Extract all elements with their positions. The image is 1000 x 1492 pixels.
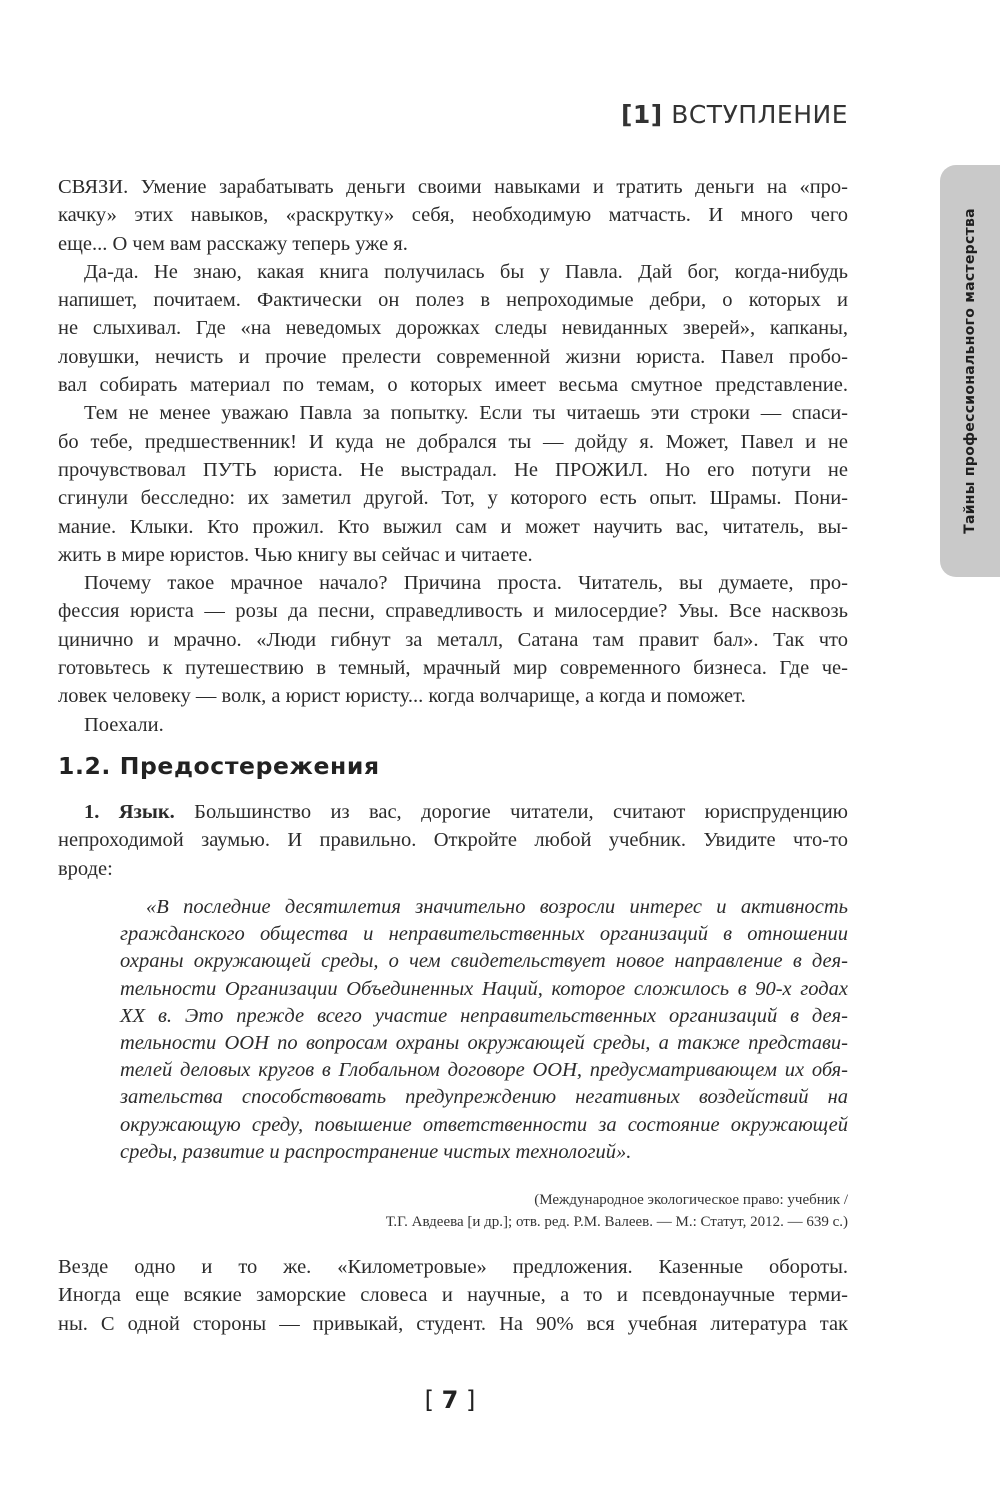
quote-line: зательства способствовать предупреждению негативных воздействий на <box>120 1086 848 1109</box>
running-head <box>621 100 848 129</box>
text-line: Почему такое мрачное начало? Причина проста. Читатель, вы думаете, про- <box>84 572 848 595</box>
chapter-title: ВСТУПЛЕНИЕ <box>671 100 848 129</box>
text-line: напишет, почитаем. Фактически он полез в непроходимые дебри, о которых и <box>58 289 848 312</box>
text-line: Иногда еще всякие заморские словеса и научные, а то и псевдонаучные терми- <box>58 1284 848 1307</box>
closing-text <box>58 1253 848 1338</box>
citation-line: Т.Г. Авдеева [и др.]; отв. ред. Р.М. Валеев. — М.: Статут, 2012. — 639 с.) <box>385 1214 848 1230</box>
quote-line: среды, развитие и распространение чистых технологий». <box>120 1140 632 1163</box>
text-fragment: Большинство из вас, дорогие читатели, считают юриспруденцию <box>174 801 848 823</box>
quote-line: охраны окружающей среды, о чем свидетельствует новое направление в дея- <box>120 950 848 973</box>
language-paragraph <box>58 798 848 883</box>
folio-bracket-close: ] <box>465 1386 476 1414</box>
text-line: ловек человеку — волк, а юрист юристу... когда волчарище, а когда и поможет. <box>58 685 746 708</box>
text-line: фессия юриста — розы да песни, справедливость и милосердие? Увы. Все насквозь <box>58 600 848 623</box>
quote-line: XX в. Это прежде всего участие неправительственных организаций в дея- <box>120 1004 848 1027</box>
page-number <box>0 1386 900 1414</box>
text-line: Да-да. Не знаю, какая книга получилась бы у Павла. Дай бог, когда-нибудь <box>84 260 848 283</box>
quote-line: «В последние десятилетия значительно возросли интерес и активность <box>146 896 848 918</box>
text-line: не слыхивал. Где «на неведомых дорожках следы невиданных зверей», капканы, <box>58 317 848 340</box>
quote-line: окружающую среду, повышение ответственности за состояние окружающей <box>120 1113 848 1136</box>
citation-line: (Международное экологическое право: учебник / <box>534 1192 848 1208</box>
section-heading: 1.2. Предостережения <box>58 752 380 780</box>
text-line: ны. С одной стороны — привыкай, студент. На 90% вся учебная литература так <box>58 1312 848 1335</box>
text-line: вал собирать материал по темам, о которых имеет весьма смутное представление. <box>58 374 848 397</box>
folio-number: 7 <box>441 1386 459 1414</box>
text-line: Везде одно и то же. «Километровые» предложения. Казенные обороты. <box>58 1256 848 1278</box>
text-line <box>58 798 848 826</box>
quote-line: гражданского общества и неправительственных организаций в отношении <box>120 923 848 946</box>
text-line: мание. Клыки. Кто прожил. Кто выжил сам и может научить вас, читатель, вы- <box>58 515 848 538</box>
text-line: качку» этих навыков, «раскрутку» себя, необходимую матчасть. И много чего <box>58 204 848 227</box>
intro-text <box>58 173 848 739</box>
text-line: еще... О чем вам расскажу теперь уже я. <box>58 232 408 255</box>
text-line: Тем не менее уважаю Павла за попытку. Если ты читаешь эти строки — спаси- <box>84 402 848 425</box>
text-line: непроходимой заумью. И правильно. Откройте любой учебник. Увидите что-то <box>58 829 848 852</box>
text-line: прочувствовал ПУТЬ юриста. Не выстрадал. Не ПРОЖИЛ. Но его потуги не <box>58 458 848 481</box>
text-line: СВЯЗИ. Умение зарабатывать деньги своими навыками и тратить деньги на «про- <box>58 176 848 198</box>
chapter-number: [1] <box>620 100 663 129</box>
quote-citation <box>386 1189 848 1233</box>
text-line: бо тебе, предшественник! И куда не добрался ты — дойду я. Может, Павел и не <box>58 430 848 453</box>
quote-line: тельности ООН по вопросам охраны окружающей среды, а также представи- <box>120 1032 848 1055</box>
text-line: жить в мире юристов. Чью книгу вы сейчас и читаете. <box>58 543 533 566</box>
text-line: ловушки, нечисть и прочие прелести современной жизни юриста. Павел пробо- <box>58 345 848 368</box>
text-line: Поехали. <box>84 713 164 736</box>
text-line: вроде: <box>58 857 113 880</box>
folio-bracket-open: [ <box>424 1386 434 1414</box>
side-tab <box>940 165 1000 577</box>
side-tab-label: Тайны профессионального мастерства <box>962 208 978 534</box>
block-quote <box>120 894 848 1166</box>
text-line: сгинули бесследно: их заметил другой. Тот, у которого есть опыт. Шрамы. Пони- <box>58 487 848 510</box>
quote-line: тельности Организации Объединенных Наций, которое сложилось в 90-х годах <box>120 977 848 1000</box>
paragraph-term: 1. Язык. <box>84 801 175 823</box>
quote-line: телей деловых кругов в Глобальном договоре ООН, предусматривающем их обя- <box>120 1059 848 1082</box>
text-line: цинично и мрачно. «Люди гибнут за металл, Сатана там правит бал». Так что <box>58 628 848 651</box>
text-line: готовьтесь к путешествию в темный, мрачный мир современного бизнеса. Где че- <box>58 657 848 680</box>
